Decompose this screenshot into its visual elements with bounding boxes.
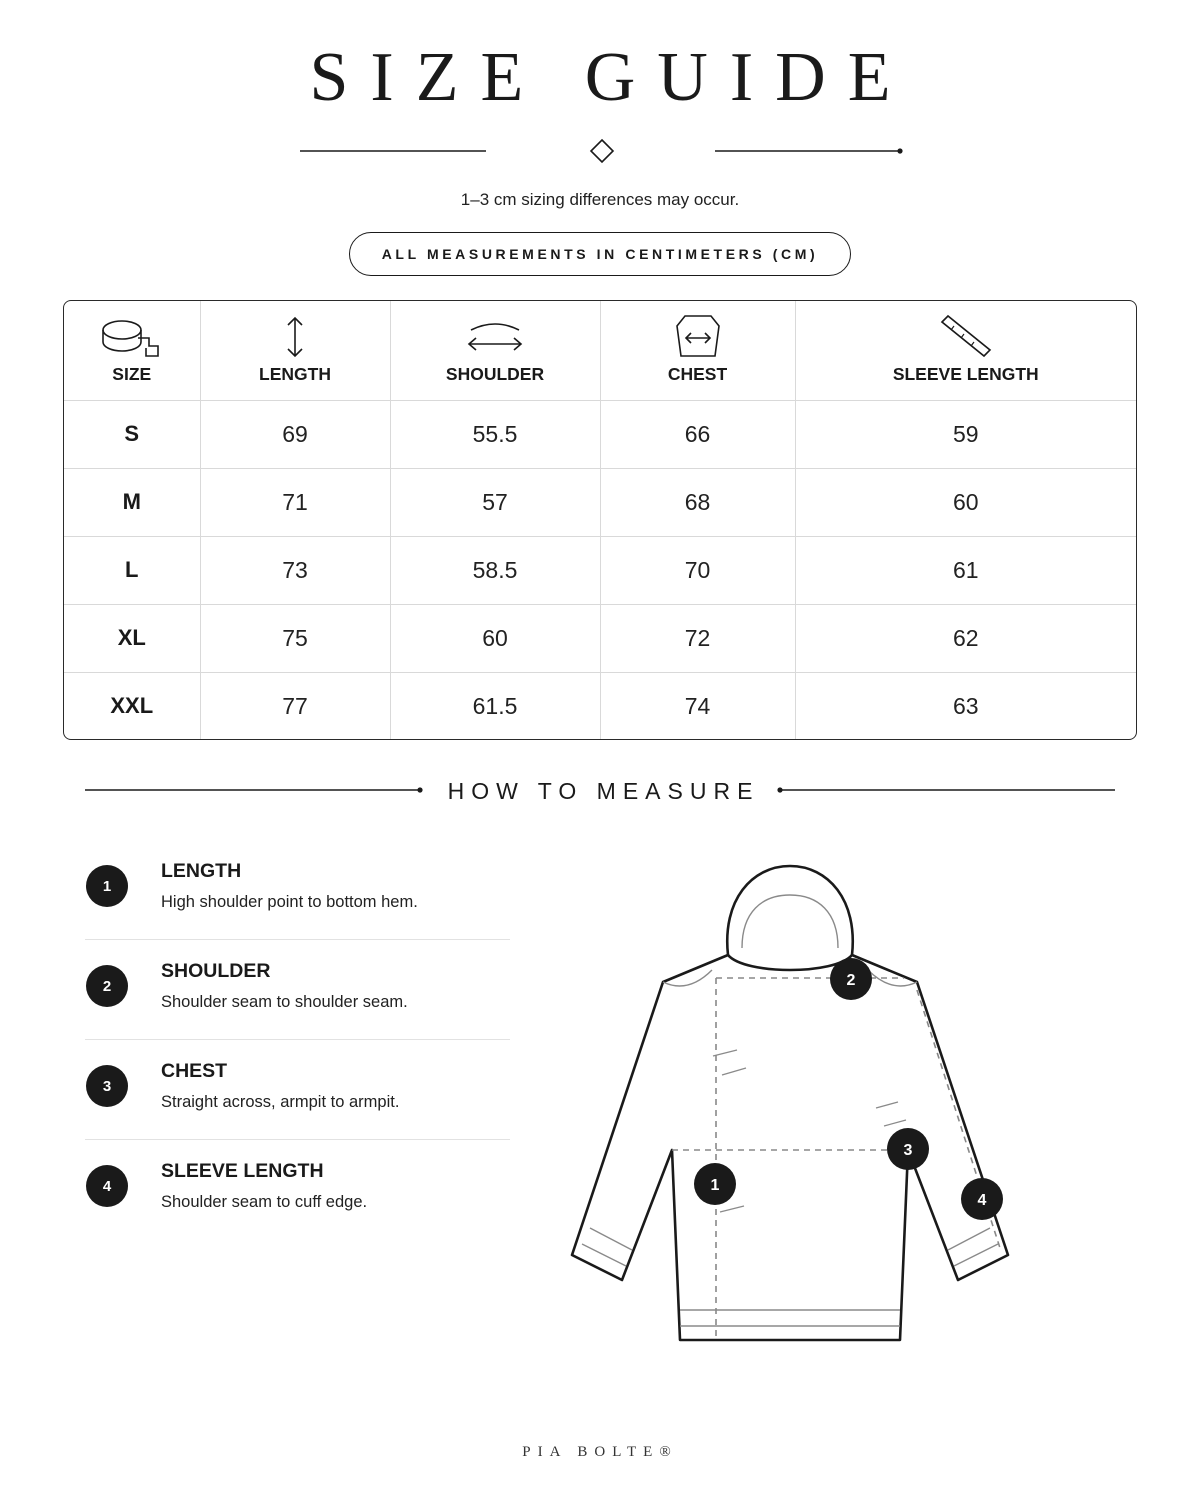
step-description: Shoulder seam to shoulder seam. [161,993,408,1011]
length-cell: 73 [200,536,390,604]
chest-cell: 66 [600,400,795,468]
svg-text:1: 1 [710,1177,720,1194]
column-label: LENGTH [259,363,331,384]
size-chart-table [63,300,1137,740]
step-number-badge: 4 [86,1165,128,1207]
chest-cell: 70 [600,536,795,604]
shoulder-cell: 58.5 [390,536,600,604]
column-header-chest [600,301,795,400]
diagram-marker [961,1178,1003,1220]
length-cell: 77 [200,672,390,740]
title-divider-ornament [0,130,1200,170]
measure-steps-list [85,840,510,1240]
ruler-diagonal-icon [938,314,994,358]
table-row [64,400,1136,468]
size-cell: M [64,468,200,536]
chest-arrow-icon [675,314,721,358]
list-item [85,940,510,1040]
shoulder-cell: 60 [390,604,600,672]
table-row [64,468,1136,536]
length-cell: 69 [200,400,390,468]
step-title: LENGTH [161,860,242,882]
hoodie-diagram [560,855,1020,1355]
size-cell: S [64,400,200,468]
vertical-arrow-icon [280,316,310,358]
sleeve-cell: 60 [795,468,1136,536]
list-item [85,840,510,940]
page-title: SIZE GUIDE [309,39,913,116]
table-row [64,536,1136,604]
diamond-icon [591,140,613,162]
column-header-shoulder [390,301,600,400]
step-description: High shoulder point to bottom hem. [161,893,418,911]
brand-footer: PIA BOLTE® [522,1444,678,1460]
shoulder-arc-arrow-icon [465,318,525,358]
column-header-sleeve-length [795,301,1136,400]
unit-note-badge: ALL MEASUREMENTS IN CENTIMETERS (CM) [349,232,851,276]
step-number-badge: 1 [86,865,128,907]
chest-cell: 72 [600,604,795,672]
chest-cell: 68 [600,468,795,536]
table-row [64,604,1136,672]
size-cell: XL [64,604,200,672]
size-cell: L [64,536,200,604]
sleeve-cell: 63 [952,692,979,719]
diagram-marker [887,1128,929,1170]
sizing-disclaimer: 1–3 cm sizing differences may occur. [460,190,740,209]
step-number-badge: 2 [86,965,128,1007]
svg-text:4: 4 [977,1192,987,1209]
step-number-badge: 3 [86,1065,128,1107]
section-heading: HOW TO MEASURE [447,778,760,804]
list-item [85,1140,510,1240]
column-label: SLEEVE LENGTH [892,363,1039,384]
step-title: SLEEVE LENGTH [161,1160,324,1182]
step-description: Shoulder seam to cuff edge. [161,1193,368,1211]
length-cell: 75 [200,604,390,672]
size-cell: XXL [64,672,200,740]
svg-text:3: 3 [903,1142,913,1159]
table-header-row [64,301,1136,400]
step-title: SHOULDER [161,960,271,982]
column-header-length [200,301,390,400]
shoulder-cell: 61.5 [390,672,600,740]
shoulder-cell: 57 [390,468,600,536]
column-label: SHOULDER [445,363,545,384]
diagram-marker [694,1163,736,1205]
sleeve-cell: 59 [795,400,1136,468]
table-row [64,672,1136,740]
column-label: SIZE [112,363,152,384]
diagram-marker [830,958,872,1000]
list-item [85,1040,510,1140]
shoulder-cell: 55.5 [390,400,600,468]
sleeve-cell: 61 [795,536,1136,604]
length-cell: 71 [200,468,390,536]
column-label: CHEST [667,363,728,384]
chest-cell: 74 [600,672,795,740]
sleeve-cell: 62 [795,604,1136,672]
tape-measure-icon [102,318,162,358]
step-description: Straight across, armpit to armpit. [161,1093,400,1111]
column-header-size [64,301,200,400]
step-title: CHEST [161,1060,228,1082]
svg-text:2: 2 [846,972,856,989]
